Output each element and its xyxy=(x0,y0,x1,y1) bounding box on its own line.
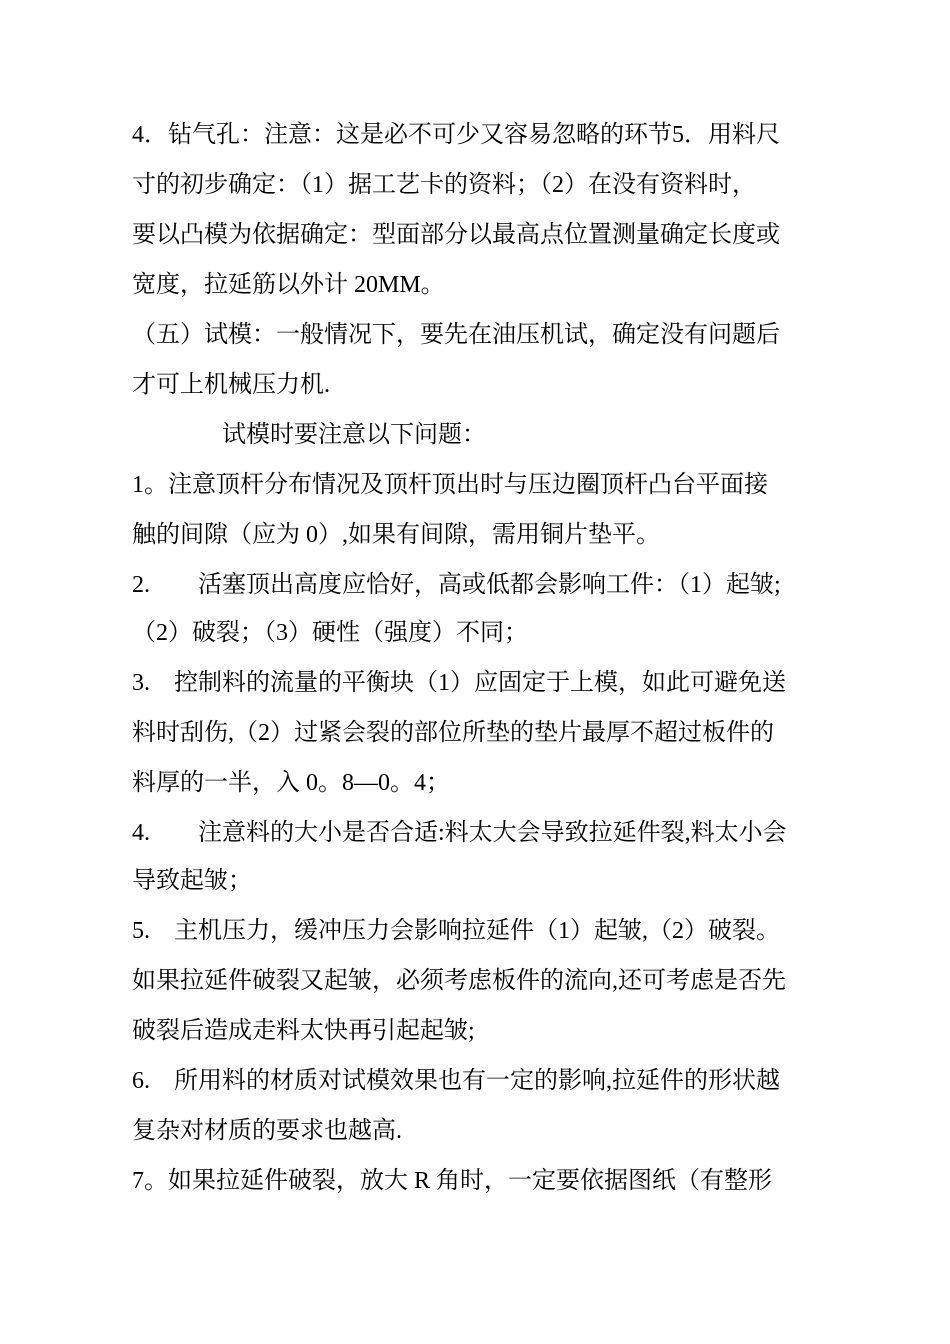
list-item-line: 7。如果拉延件破裂，放大 R 角时，一定要依据图纸（有整形 xyxy=(132,1168,773,1194)
text-line: 料时刮伤,（2）过紧会裂的部位所垫的垫片最厚不超过板件的 xyxy=(132,720,774,746)
list-item-line: 3. 控制料的流量的平衡块（1）应固定于上模，如此可避免送 xyxy=(132,670,786,696)
text-line: 要以凸模为依据确定：型面部分以最高点位置测量确定长度或 xyxy=(132,222,780,248)
text-line: 如果拉延件破裂又起皱，必须考虑板件的流向,还可考虑是否先 xyxy=(132,968,786,994)
section-heading-line: （五）试模：一般情况下，要先在油压机试，确定没有问题后 xyxy=(132,322,780,348)
subheading: 试模时要注意以下问题： xyxy=(222,422,486,448)
list-item-line: 1。注意顶杆分布情况及顶杆顶出时与压边圈顶杆凸台平面接 xyxy=(132,472,768,498)
list-item-line: 4. 注意料的大小是否合适:料太大会导致拉延件裂,料太小会 xyxy=(132,820,787,846)
text-line: 才可上机械压力机. xyxy=(132,372,330,398)
list-item-line: 2. 活塞顶出高度应恰好，高或低都会影响工件：（1）起皱; xyxy=(132,572,781,598)
text-line: （2）破裂；（3）硬性（强度）不同； xyxy=(132,620,528,646)
text-line: 寸的初步确定：（1）据工艺卡的资料；（2）在没有资料时， xyxy=(132,172,756,198)
list-item-line: 5. 主机压力，缓冲压力会影响拉延件（1）起皱,（2）破裂。 xyxy=(132,918,780,944)
text-line: 料厚的一半，入 0。8—0。4； xyxy=(132,770,450,796)
text-line: 破裂后造成走料太快再引起起皱; xyxy=(132,1018,475,1044)
text-line: 4．钻气孔：注意：这是必不可少又容易忽略的环节5．用料尺 xyxy=(132,122,780,148)
text-line: 触的间隙（应为 0）,如果有间隙，需用铜片垫平。 xyxy=(132,522,660,548)
list-item-line: 6. 所用料的材质对试模效果也有一定的影响,拉延件的形状越 xyxy=(132,1068,780,1094)
text-line: 导致起皱； xyxy=(132,868,252,894)
text-line: 宽度，拉延筋以外计 20MM。 xyxy=(132,272,445,298)
text-line: 复杂对材质的要求也越高. xyxy=(132,1118,402,1144)
